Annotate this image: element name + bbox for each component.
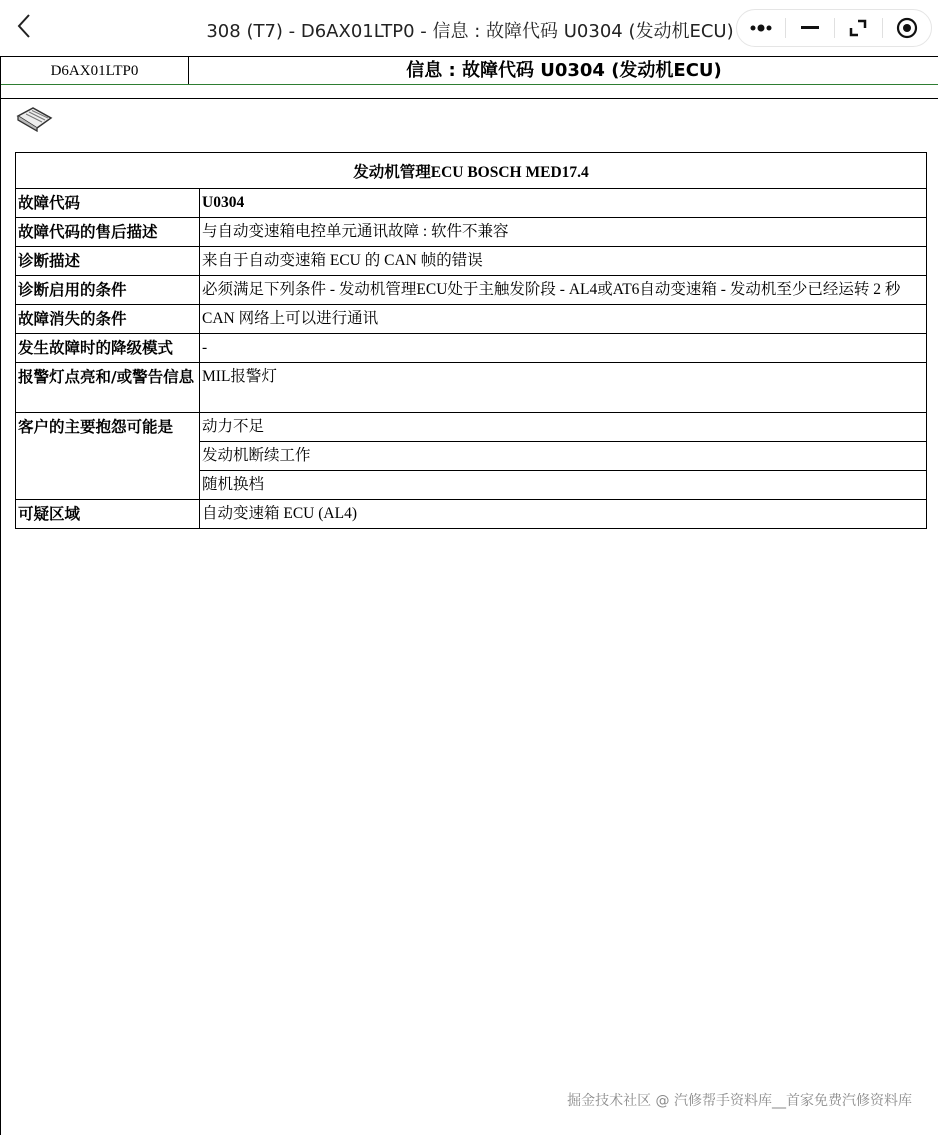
row-value: - bbox=[200, 334, 927, 363]
doc-code: D6AX01LTP0 bbox=[1, 57, 189, 84]
divider bbox=[1, 98, 938, 99]
row-value: CAN 网络上可以进行通讯 bbox=[200, 305, 927, 334]
mini-program-capsule bbox=[736, 9, 932, 47]
row-label: 发生故障时的降级模式 bbox=[16, 334, 200, 363]
table-row bbox=[16, 189, 927, 218]
row-label: 诊断启用的条件 bbox=[16, 276, 200, 305]
row-label: 故障代码 bbox=[16, 189, 200, 218]
float-window-icon bbox=[849, 19, 867, 37]
table-row bbox=[16, 247, 927, 276]
more-dots-icon bbox=[749, 24, 773, 32]
more-button[interactable] bbox=[737, 10, 785, 46]
table-title: 发动机管理ECU BOSCH MED17.4 bbox=[16, 153, 927, 189]
window-title: 308 (T7) - D6AX01LTP0 - 信息 : 故障代码 U0304 (发动机ECU) bbox=[206, 21, 734, 42]
row-label: 诊断描述 bbox=[16, 247, 200, 276]
row-value: MIL报警灯 bbox=[200, 363, 927, 413]
row-value: 发动机断续工作 bbox=[200, 442, 927, 471]
fault-info-table bbox=[15, 152, 927, 529]
minimize-button[interactable] bbox=[786, 10, 834, 46]
document-page bbox=[0, 56, 938, 1135]
table-row bbox=[16, 413, 927, 442]
target-close-icon bbox=[896, 17, 918, 39]
table-row bbox=[16, 276, 927, 305]
table-row bbox=[16, 500, 927, 529]
row-value: 必须满足下列条件 - 发动机管理ECU处于主触发阶段 - AL4或AT6自动变速箱 - 发动机至少已经运转 2 秒 bbox=[200, 276, 927, 305]
table-row bbox=[16, 218, 927, 247]
row-value: 与自动变速箱电控单元通讯故障 : 软件不兼容 bbox=[200, 218, 927, 247]
row-label: 可疑区域 bbox=[16, 500, 200, 529]
top-nav-bar bbox=[0, 0, 938, 56]
chevron-left-icon bbox=[16, 12, 32, 40]
row-value: 来自于自动变速箱 ECU 的 CAN 帧的错误 bbox=[200, 247, 927, 276]
page-title: 信息 : 故障代码 U0304 (发动机ECU) bbox=[406, 60, 722, 81]
float-window-button[interactable] bbox=[835, 10, 883, 46]
watermark: 掘金技术社区 @ 汽修帮手资料库__首家免费汽修资料库 bbox=[567, 1093, 912, 1109]
row-value: U0304 bbox=[200, 189, 927, 218]
row-label: 故障消失的条件 bbox=[16, 305, 200, 334]
table-row bbox=[16, 334, 927, 363]
table-row bbox=[16, 305, 927, 334]
minus-icon bbox=[801, 26, 819, 30]
document-header bbox=[1, 56, 938, 85]
row-value: 自动变速箱 ECU (AL4) bbox=[200, 500, 927, 529]
close-button[interactable] bbox=[883, 10, 931, 46]
back-button[interactable] bbox=[16, 12, 32, 47]
row-value: 随机换档 bbox=[200, 471, 927, 500]
table-row bbox=[16, 363, 927, 413]
row-label: 报警灯点亮和/或警告信息 bbox=[16, 363, 200, 413]
row-label: 客户的主要抱怨可能是 bbox=[16, 413, 200, 500]
book-icon bbox=[15, 104, 55, 136]
row-label: 故障代码的售后描述 bbox=[16, 218, 200, 247]
row-value: 动力不足 bbox=[200, 413, 927, 442]
